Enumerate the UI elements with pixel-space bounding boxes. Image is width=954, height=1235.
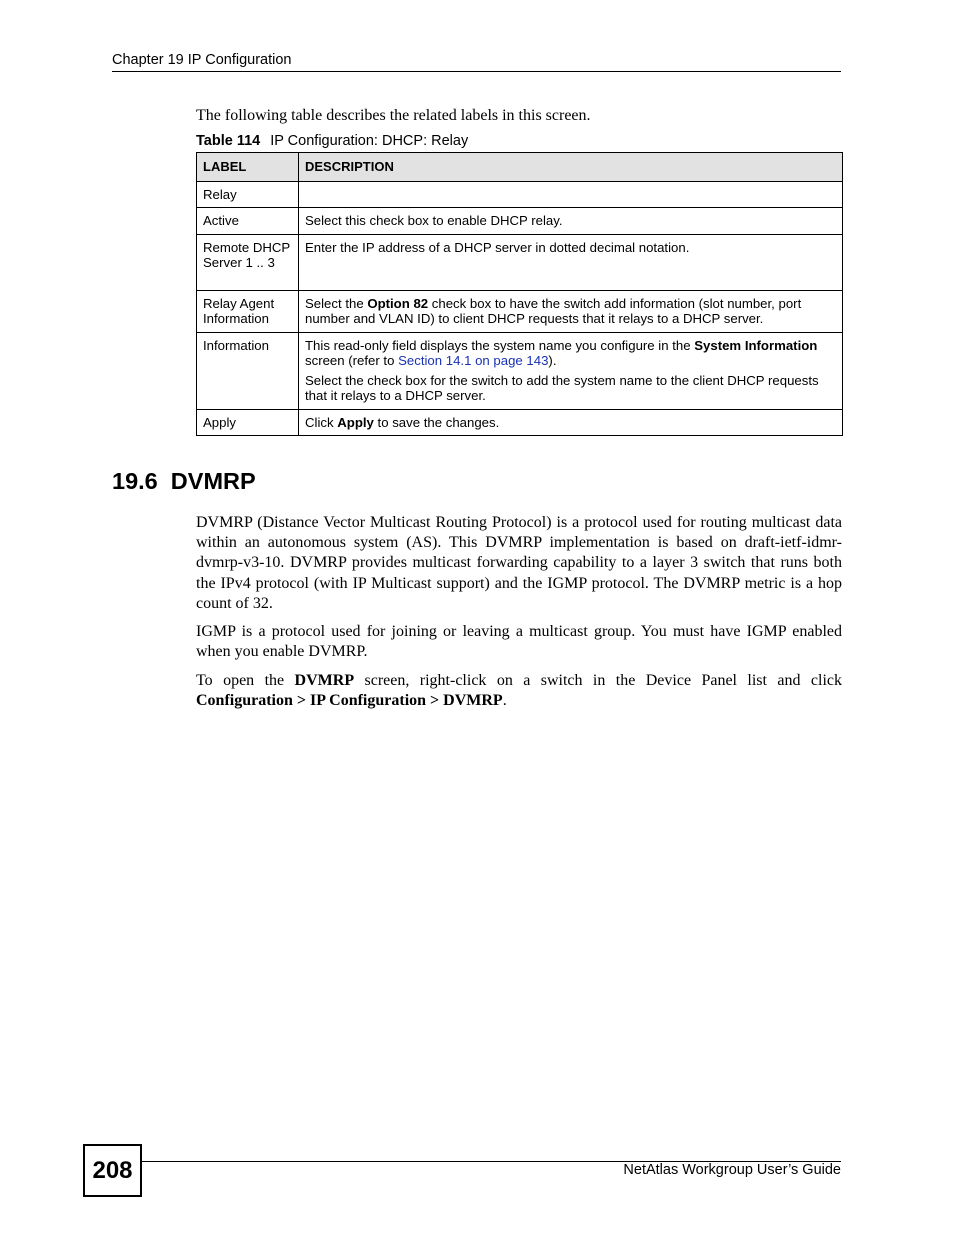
row-label: Active [197,208,299,235]
row-description [299,290,843,332]
desc-paragraph: Select the check box for the switch to add the system name to the client DHCP requests that it relays to a DHCP server. [305,372,819,403]
body-paragraph-2: IGMP is a protocol used for joining or leaving a multicast group. You must have IGMP enabled when you enable DVMRP. [196,623,842,661]
running-header: Chapter 19 IP Configuration [112,52,292,68]
menu-path: Configuration > IP Configuration > DVMRP [196,692,503,710]
table-row [197,234,843,290]
row-description: Select this check box to enable DHCP relay. [299,208,843,235]
running-footer: NetAtlas Workgroup User’s Guide [623,1162,841,1178]
row-label: Remote DHCP Server 1 .. 3 [197,234,299,290]
desc-text: Select the [305,295,368,311]
column-header-description: DESCRIPTION [299,153,843,182]
section-cross-reference-link[interactable]: Section 14.1 on page 143 [398,353,549,368]
table-header-row [197,153,843,182]
column-header-label: LABEL [197,153,299,182]
row-label: Apply [197,409,299,436]
desc-text: screen (refer to [305,353,399,368]
desc-text: Click [305,414,338,430]
desc-text: to save the changes. [373,414,500,430]
row-description [299,409,843,436]
desc-text: check box to have the switch add information (slot number, port number and VLAN ID) to client DHCP requests that it relays to a DHCP server. [305,295,802,326]
intro-text: The following table describes the related labels in this screen. [196,107,591,124]
row-label: Information [197,332,299,409]
para-text: screen, right-click on a switch in the Device Panel list and click [354,672,842,689]
row-label: Relay [197,181,299,208]
page-number: 208 [83,1144,142,1197]
table-row [197,181,843,208]
row-label: Relay Agent Information [197,290,299,332]
desc-text: This read-only field displays the system name you configure in the [305,337,695,353]
section-heading: 19.6 DVMRP [112,468,256,494]
para-text: To open the [196,672,295,689]
table-row [197,409,843,436]
para-bold-term: DVMRP [294,672,355,689]
row-description [299,332,843,409]
header-rule [112,71,841,72]
table-row [197,290,843,332]
desc-bold-term: Apply [337,414,374,430]
desc-paragraph [305,338,836,369]
table-caption-number: Table 114 [196,133,261,149]
table-caption-title: IP Configuration: DHCP: Relay [270,133,469,149]
table-row [197,332,843,409]
body-paragraph-3 [196,671,842,711]
body-paragraph-1: DVMRP (Distance Vector Multicast Routing Protocol) is a protocol used for routing multicast data within an autonomous system (AS). This DVMRP implementation is based on draft-ietf-idmr-dvmrp-v3-10. DVMRP provides multicast forwarding capability to a layer 3 switch that runs both the IPv4 protocol (with IP Multicast support) and the IGMP protocol. The DVMRP metric is a hop count of 32. [196,514,842,612]
table-row [197,208,843,235]
desc-bold-term: System Information [694,337,818,353]
para-text: . [502,692,507,710]
desc-text: ). [548,353,557,368]
desc-bold-term: Option 82 [367,295,429,311]
row-description [299,181,843,208]
row-description: Enter the IP address of a DHCP server in dotted decimal notation. [299,234,843,290]
table-caption [196,133,468,149]
description-table [196,152,843,436]
